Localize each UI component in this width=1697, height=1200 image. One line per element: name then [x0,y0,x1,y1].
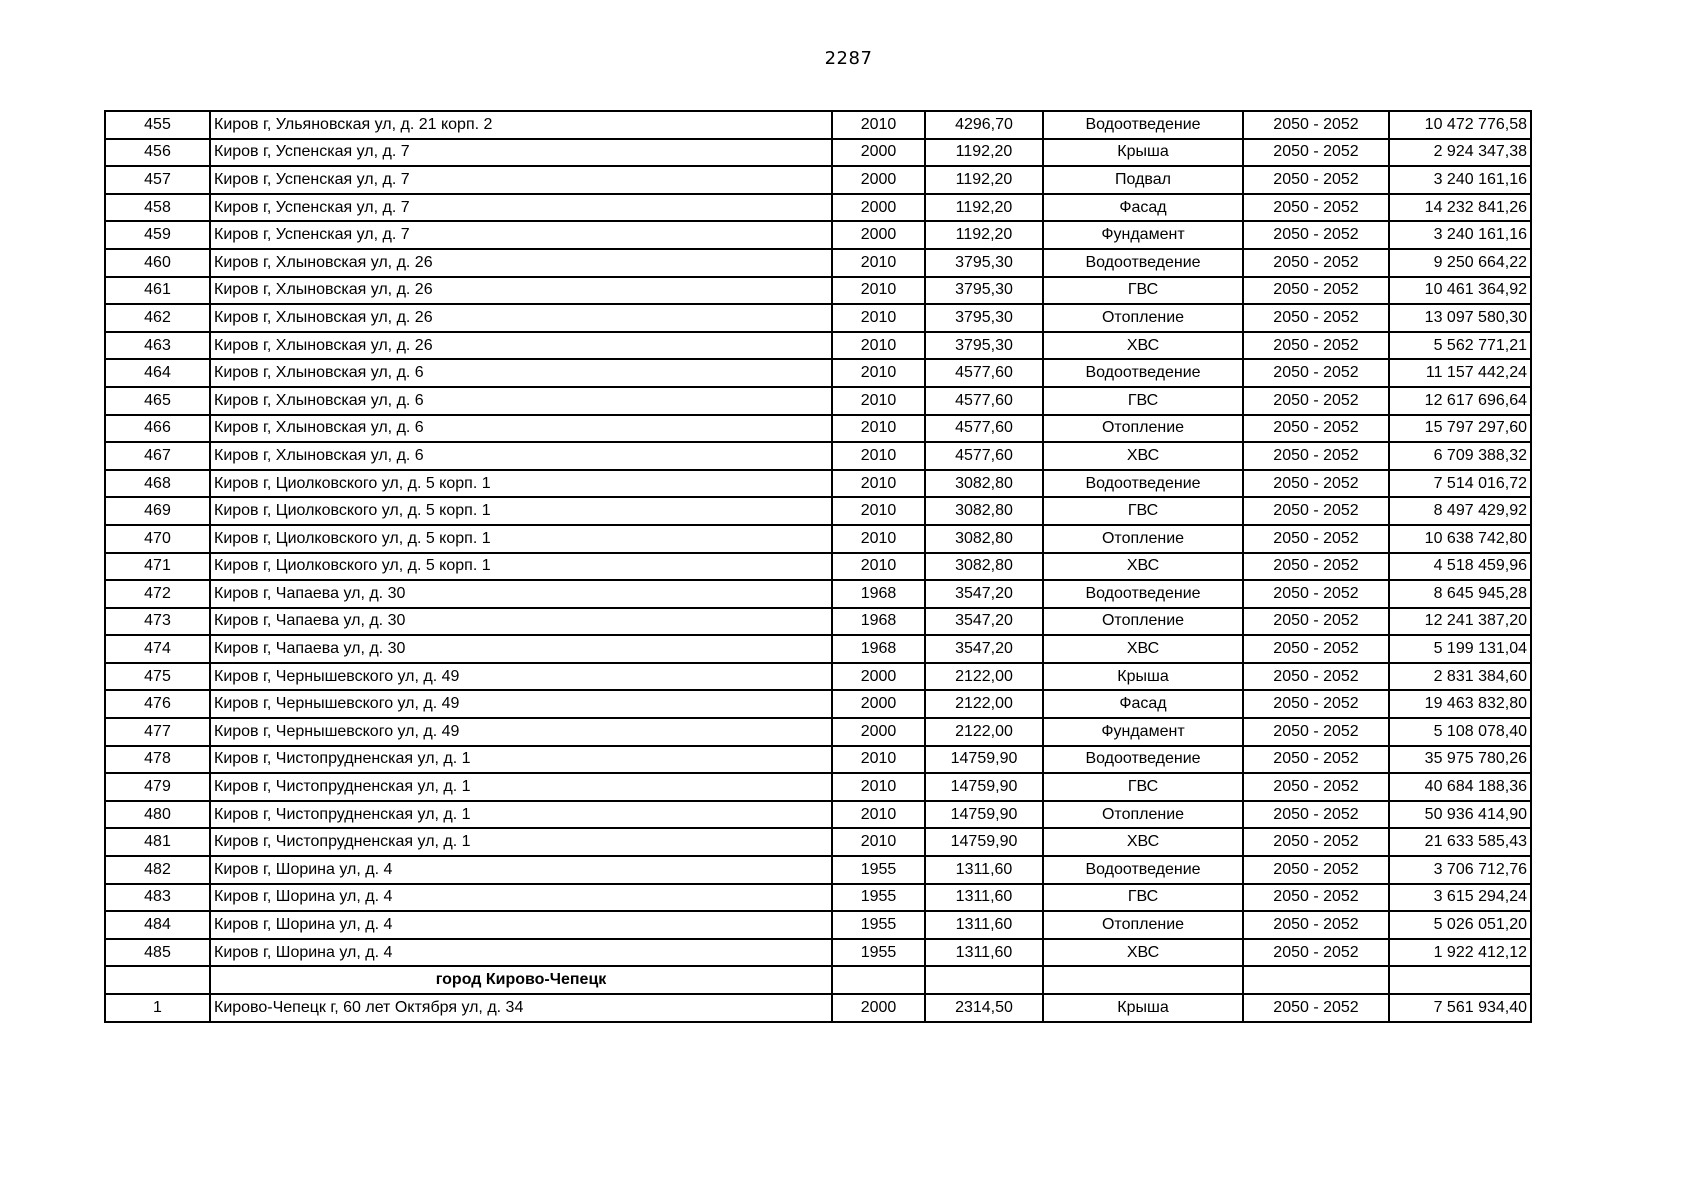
table-row [105,690,1531,718]
table-row [105,139,1531,167]
cell-year: 2010 [832,525,925,553]
cell-area: 1192,20 [925,194,1043,222]
cell-number: 461 [105,277,210,305]
cell-work-type: Крыша [1043,139,1243,167]
cell-period: 2050 - 2052 [1243,580,1389,608]
cell-work-type: Фундамент [1043,221,1243,249]
cell-period: 2050 - 2052 [1243,939,1389,967]
empty-cell [1389,966,1531,994]
cell-number: 466 [105,415,210,443]
cell-cost: 8 645 945,28 [1389,580,1531,608]
cell-address: Киров г, Циолковского ул, д. 5 корп. 1 [210,553,832,581]
cell-address: Киров г, Успенская ул, д. 7 [210,166,832,194]
cell-year: 2010 [832,415,925,443]
table-row [105,415,1531,443]
cell-address: Киров г, Чернышевского ул, д. 49 [210,663,832,691]
cell-year: 2010 [832,249,925,277]
cell-year: 2010 [832,304,925,332]
cell-number: 485 [105,939,210,967]
cell-number: 480 [105,801,210,829]
cell-address: Киров г, Хлыновская ул, д. 6 [210,442,832,470]
cell-area: 3082,80 [925,470,1043,498]
cell-area: 4577,60 [925,415,1043,443]
table-row [105,911,1531,939]
cell-work-type: Фасад [1043,690,1243,718]
cell-period: 2050 - 2052 [1243,442,1389,470]
cell-address: Киров г, Чапаева ул, д. 30 [210,635,832,663]
cell-work-type: Отопление [1043,415,1243,443]
cell-area: 1192,20 [925,139,1043,167]
cell-area: 4296,70 [925,111,1043,139]
cell-period: 2050 - 2052 [1243,332,1389,360]
cell-area: 2122,00 [925,718,1043,746]
cell-period: 2050 - 2052 [1243,304,1389,332]
cell-address: Киров г, Циолковского ул, д. 5 корп. 1 [210,470,832,498]
table-row [105,442,1531,470]
cell-work-type: Водоотведение [1043,111,1243,139]
table-row [105,277,1531,305]
cell-year: 1955 [832,884,925,912]
table-row [105,166,1531,194]
table-row [105,359,1531,387]
cell-period: 2050 - 2052 [1243,635,1389,663]
cell-year: 2010 [832,387,925,415]
cell-period: 2050 - 2052 [1243,994,1389,1022]
empty-cell [1043,966,1243,994]
cell-cost: 10 638 742,80 [1389,525,1531,553]
cell-area: 14759,90 [925,773,1043,801]
cell-cost: 2 831 384,60 [1389,663,1531,691]
cell-number: 474 [105,635,210,663]
cell-year: 2010 [832,497,925,525]
cell-cost: 21 633 585,43 [1389,828,1531,856]
cell-period: 2050 - 2052 [1243,166,1389,194]
cell-period: 2050 - 2052 [1243,277,1389,305]
table-row [105,194,1531,222]
cell-period: 2050 - 2052 [1243,111,1389,139]
cell-area: 3795,30 [925,332,1043,360]
cell-year: 2000 [832,718,925,746]
cell-cost: 7 561 934,40 [1389,994,1531,1022]
cell-work-type: Фасад [1043,194,1243,222]
cell-number: 484 [105,911,210,939]
cell-address: Кирово-Чепецк г, 60 лет Октября ул, д. 34 [210,994,832,1022]
cell-work-type: Отопление [1043,304,1243,332]
cell-address: Киров г, Чистопрудненская ул, д. 1 [210,801,832,829]
cell-number: 477 [105,718,210,746]
cell-number: 479 [105,773,210,801]
cell-number: 458 [105,194,210,222]
table-row [105,939,1531,967]
cell-year: 1955 [832,856,925,884]
cell-area: 1192,20 [925,221,1043,249]
cell-work-type: Водоотведение [1043,746,1243,774]
cell-work-type: ГВС [1043,277,1243,305]
cell-cost: 1 922 412,12 [1389,939,1531,967]
cell-period: 2050 - 2052 [1243,911,1389,939]
cell-period: 2050 - 2052 [1243,718,1389,746]
cell-period: 2050 - 2052 [1243,415,1389,443]
cell-address: Киров г, Шорина ул, д. 4 [210,856,832,884]
cell-cost: 9 250 664,22 [1389,249,1531,277]
cell-year: 2010 [832,773,925,801]
cell-year: 2010 [832,828,925,856]
cell-address: Киров г, Шорина ул, д. 4 [210,911,832,939]
cell-year: 2000 [832,221,925,249]
cell-work-type: ХВС [1043,635,1243,663]
cell-area: 3547,20 [925,580,1043,608]
cell-number: 472 [105,580,210,608]
cell-address: Киров г, Хлыновская ул, д. 6 [210,359,832,387]
cell-address: Киров г, Успенская ул, д. 7 [210,221,832,249]
cell-period: 2050 - 2052 [1243,746,1389,774]
cell-area: 14759,90 [925,746,1043,774]
cell-area: 3082,80 [925,497,1043,525]
cell-period: 2050 - 2052 [1243,470,1389,498]
table-row [105,580,1531,608]
cell-area: 1311,60 [925,911,1043,939]
cell-area: 14759,90 [925,801,1043,829]
cell-cost: 3 706 712,76 [1389,856,1531,884]
table-row [105,332,1531,360]
section-row [105,966,1531,994]
cell-number: 470 [105,525,210,553]
cell-year: 2000 [832,994,925,1022]
cell-year: 2010 [832,359,925,387]
cell-period: 2050 - 2052 [1243,525,1389,553]
cell-period: 2050 - 2052 [1243,249,1389,277]
empty-cell [105,966,210,994]
cell-cost: 5 108 078,40 [1389,718,1531,746]
cell-address: Киров г, Хлыновская ул, д. 26 [210,332,832,360]
cell-cost: 35 975 780,26 [1389,746,1531,774]
cell-year: 2010 [832,553,925,581]
cell-year: 2000 [832,166,925,194]
cell-area: 3082,80 [925,553,1043,581]
cell-period: 2050 - 2052 [1243,497,1389,525]
cell-year: 2010 [832,746,925,774]
table-row [105,856,1531,884]
table-row [105,553,1531,581]
cell-address: Киров г, Хлыновская ул, д. 26 [210,249,832,277]
cell-area: 1311,60 [925,856,1043,884]
cell-number: 456 [105,139,210,167]
table-body [105,111,1531,1022]
cell-period: 2050 - 2052 [1243,828,1389,856]
cell-cost: 40 684 188,36 [1389,773,1531,801]
cell-cost: 10 472 776,58 [1389,111,1531,139]
cell-cost: 11 157 442,24 [1389,359,1531,387]
cell-period: 2050 - 2052 [1243,553,1389,581]
cell-year: 2010 [832,332,925,360]
table-row [105,497,1531,525]
cell-area: 3547,20 [925,608,1043,636]
table-row [105,828,1531,856]
cell-work-type: ХВС [1043,939,1243,967]
cell-area: 2314,50 [925,994,1043,1022]
cell-cost: 15 797 297,60 [1389,415,1531,443]
table-row [105,884,1531,912]
cell-number: 475 [105,663,210,691]
cell-cost: 6 709 388,32 [1389,442,1531,470]
cell-work-type: ХВС [1043,332,1243,360]
cell-work-type: Отопление [1043,608,1243,636]
cell-year: 2010 [832,801,925,829]
table-row [105,249,1531,277]
cell-work-type: ГВС [1043,773,1243,801]
cell-address: Киров г, Хлыновская ул, д. 26 [210,277,832,305]
cell-period: 2050 - 2052 [1243,801,1389,829]
cell-year: 2000 [832,139,925,167]
cell-address: Киров г, Шорина ул, д. 4 [210,884,832,912]
cell-year: 2010 [832,470,925,498]
cell-work-type: Водоотведение [1043,249,1243,277]
cell-year: 2000 [832,194,925,222]
cell-cost: 3 240 161,16 [1389,166,1531,194]
cell-address: Киров г, Циолковского ул, д. 5 корп. 1 [210,525,832,553]
cell-year: 2010 [832,277,925,305]
cell-work-type: ГВС [1043,497,1243,525]
empty-cell [925,966,1043,994]
table-row [105,470,1531,498]
capital-repair-table [104,110,1532,1023]
table-row [105,773,1531,801]
cell-number: 471 [105,553,210,581]
cell-work-type: Отопление [1043,525,1243,553]
cell-work-type: Подвал [1043,166,1243,194]
cell-number: 481 [105,828,210,856]
cell-address: Киров г, Чистопрудненская ул, д. 1 [210,773,832,801]
cell-work-type: Отопление [1043,801,1243,829]
cell-year: 1968 [832,608,925,636]
empty-cell [832,966,925,994]
cell-address: Киров г, Чистопрудненская ул, д. 1 [210,828,832,856]
cell-area: 14759,90 [925,828,1043,856]
cell-address: Киров г, Хлыновская ул, д. 6 [210,415,832,443]
cell-area: 1192,20 [925,166,1043,194]
table-row [105,801,1531,829]
cell-cost: 4 518 459,96 [1389,553,1531,581]
cell-cost: 2 924 347,38 [1389,139,1531,167]
table-row [105,387,1531,415]
cell-period: 2050 - 2052 [1243,856,1389,884]
cell-cost: 12 241 387,20 [1389,608,1531,636]
cell-number: 1 [105,994,210,1022]
cell-address: Киров г, Успенская ул, д. 7 [210,194,832,222]
cell-number: 478 [105,746,210,774]
table-row [105,718,1531,746]
cell-area: 3795,30 [925,249,1043,277]
cell-cost: 12 617 696,64 [1389,387,1531,415]
cell-area: 3547,20 [925,635,1043,663]
table-row [105,111,1531,139]
cell-year: 1968 [832,635,925,663]
cell-year: 1968 [832,580,925,608]
cell-cost: 7 514 016,72 [1389,470,1531,498]
cell-area: 4577,60 [925,387,1043,415]
cell-cost: 3 615 294,24 [1389,884,1531,912]
table-row [105,525,1531,553]
cell-work-type: Фундамент [1043,718,1243,746]
section-title: город Кирово-Чепецк [210,966,832,994]
cell-area: 3795,30 [925,277,1043,305]
cell-period: 2050 - 2052 [1243,663,1389,691]
cell-area: 2122,00 [925,690,1043,718]
cell-work-type: Крыша [1043,663,1243,691]
table-row [105,994,1531,1022]
cell-number: 462 [105,304,210,332]
cell-work-type: Водоотведение [1043,580,1243,608]
cell-number: 457 [105,166,210,194]
cell-address: Киров г, Чернышевского ул, д. 49 [210,718,832,746]
cell-work-type: ГВС [1043,884,1243,912]
cell-area: 4577,60 [925,359,1043,387]
cell-work-type: ГВС [1043,387,1243,415]
cell-period: 2050 - 2052 [1243,139,1389,167]
cell-period: 2050 - 2052 [1243,773,1389,801]
cell-cost: 5 026 051,20 [1389,911,1531,939]
cell-address: Киров г, Хлыновская ул, д. 26 [210,304,832,332]
cell-work-type: ХВС [1043,828,1243,856]
cell-period: 2050 - 2052 [1243,359,1389,387]
cell-address: Киров г, Хлыновская ул, д. 6 [210,387,832,415]
cell-area: 2122,00 [925,663,1043,691]
cell-year: 2010 [832,442,925,470]
cell-year: 2000 [832,690,925,718]
cell-area: 4577,60 [925,442,1043,470]
cell-number: 469 [105,497,210,525]
cell-area: 1311,60 [925,939,1043,967]
cell-cost: 5 199 131,04 [1389,635,1531,663]
cell-number: 455 [105,111,210,139]
table-row [105,663,1531,691]
cell-number: 476 [105,690,210,718]
table-row [105,304,1531,332]
cell-year: 2000 [832,663,925,691]
cell-work-type: ХВС [1043,553,1243,581]
cell-work-type: Отопление [1043,911,1243,939]
cell-address: Киров г, Успенская ул, д. 7 [210,139,832,167]
cell-address: Киров г, Чистопрудненская ул, д. 1 [210,746,832,774]
table-row [105,746,1531,774]
cell-number: 473 [105,608,210,636]
table-row [105,608,1531,636]
cell-address: Киров г, Чернышевского ул, д. 49 [210,690,832,718]
cell-cost: 3 240 161,16 [1389,221,1531,249]
cell-work-type: Водоотведение [1043,470,1243,498]
cell-cost: 50 936 414,90 [1389,801,1531,829]
cell-number: 459 [105,221,210,249]
cell-number: 464 [105,359,210,387]
cell-period: 2050 - 2052 [1243,387,1389,415]
empty-cell [1243,966,1389,994]
cell-work-type: Водоотведение [1043,856,1243,884]
cell-number: 482 [105,856,210,884]
cell-work-type: ХВС [1043,442,1243,470]
cell-address: Киров г, Ульяновская ул, д. 21 корп. 2 [210,111,832,139]
cell-area: 3082,80 [925,525,1043,553]
cell-cost: 14 232 841,26 [1389,194,1531,222]
cell-number: 468 [105,470,210,498]
cell-cost: 8 497 429,92 [1389,497,1531,525]
cell-area: 3795,30 [925,304,1043,332]
cell-address: Киров г, Чапаева ул, д. 30 [210,608,832,636]
cell-period: 2050 - 2052 [1243,221,1389,249]
table-row [105,635,1531,663]
page-number: 2287 [824,48,873,69]
cell-number: 460 [105,249,210,277]
cell-cost: 5 562 771,21 [1389,332,1531,360]
cell-address: Киров г, Чапаева ул, д. 30 [210,580,832,608]
cell-period: 2050 - 2052 [1243,608,1389,636]
cell-period: 2050 - 2052 [1243,884,1389,912]
cell-cost: 13 097 580,30 [1389,304,1531,332]
cell-cost: 19 463 832,80 [1389,690,1531,718]
cell-address: Киров г, Циолковского ул, д. 5 корп. 1 [210,497,832,525]
cell-work-type: Водоотведение [1043,359,1243,387]
cell-year: 2010 [832,111,925,139]
cell-year: 1955 [832,911,925,939]
table-row [105,221,1531,249]
cell-period: 2050 - 2052 [1243,194,1389,222]
cell-period: 2050 - 2052 [1243,690,1389,718]
cell-address: Киров г, Шорина ул, д. 4 [210,939,832,967]
cell-number: 483 [105,884,210,912]
cell-work-type: Крыша [1043,994,1243,1022]
cell-cost: 10 461 364,92 [1389,277,1531,305]
cell-area: 1311,60 [925,884,1043,912]
cell-number: 467 [105,442,210,470]
cell-number: 465 [105,387,210,415]
cell-year: 1955 [832,939,925,967]
cell-number: 463 [105,332,210,360]
